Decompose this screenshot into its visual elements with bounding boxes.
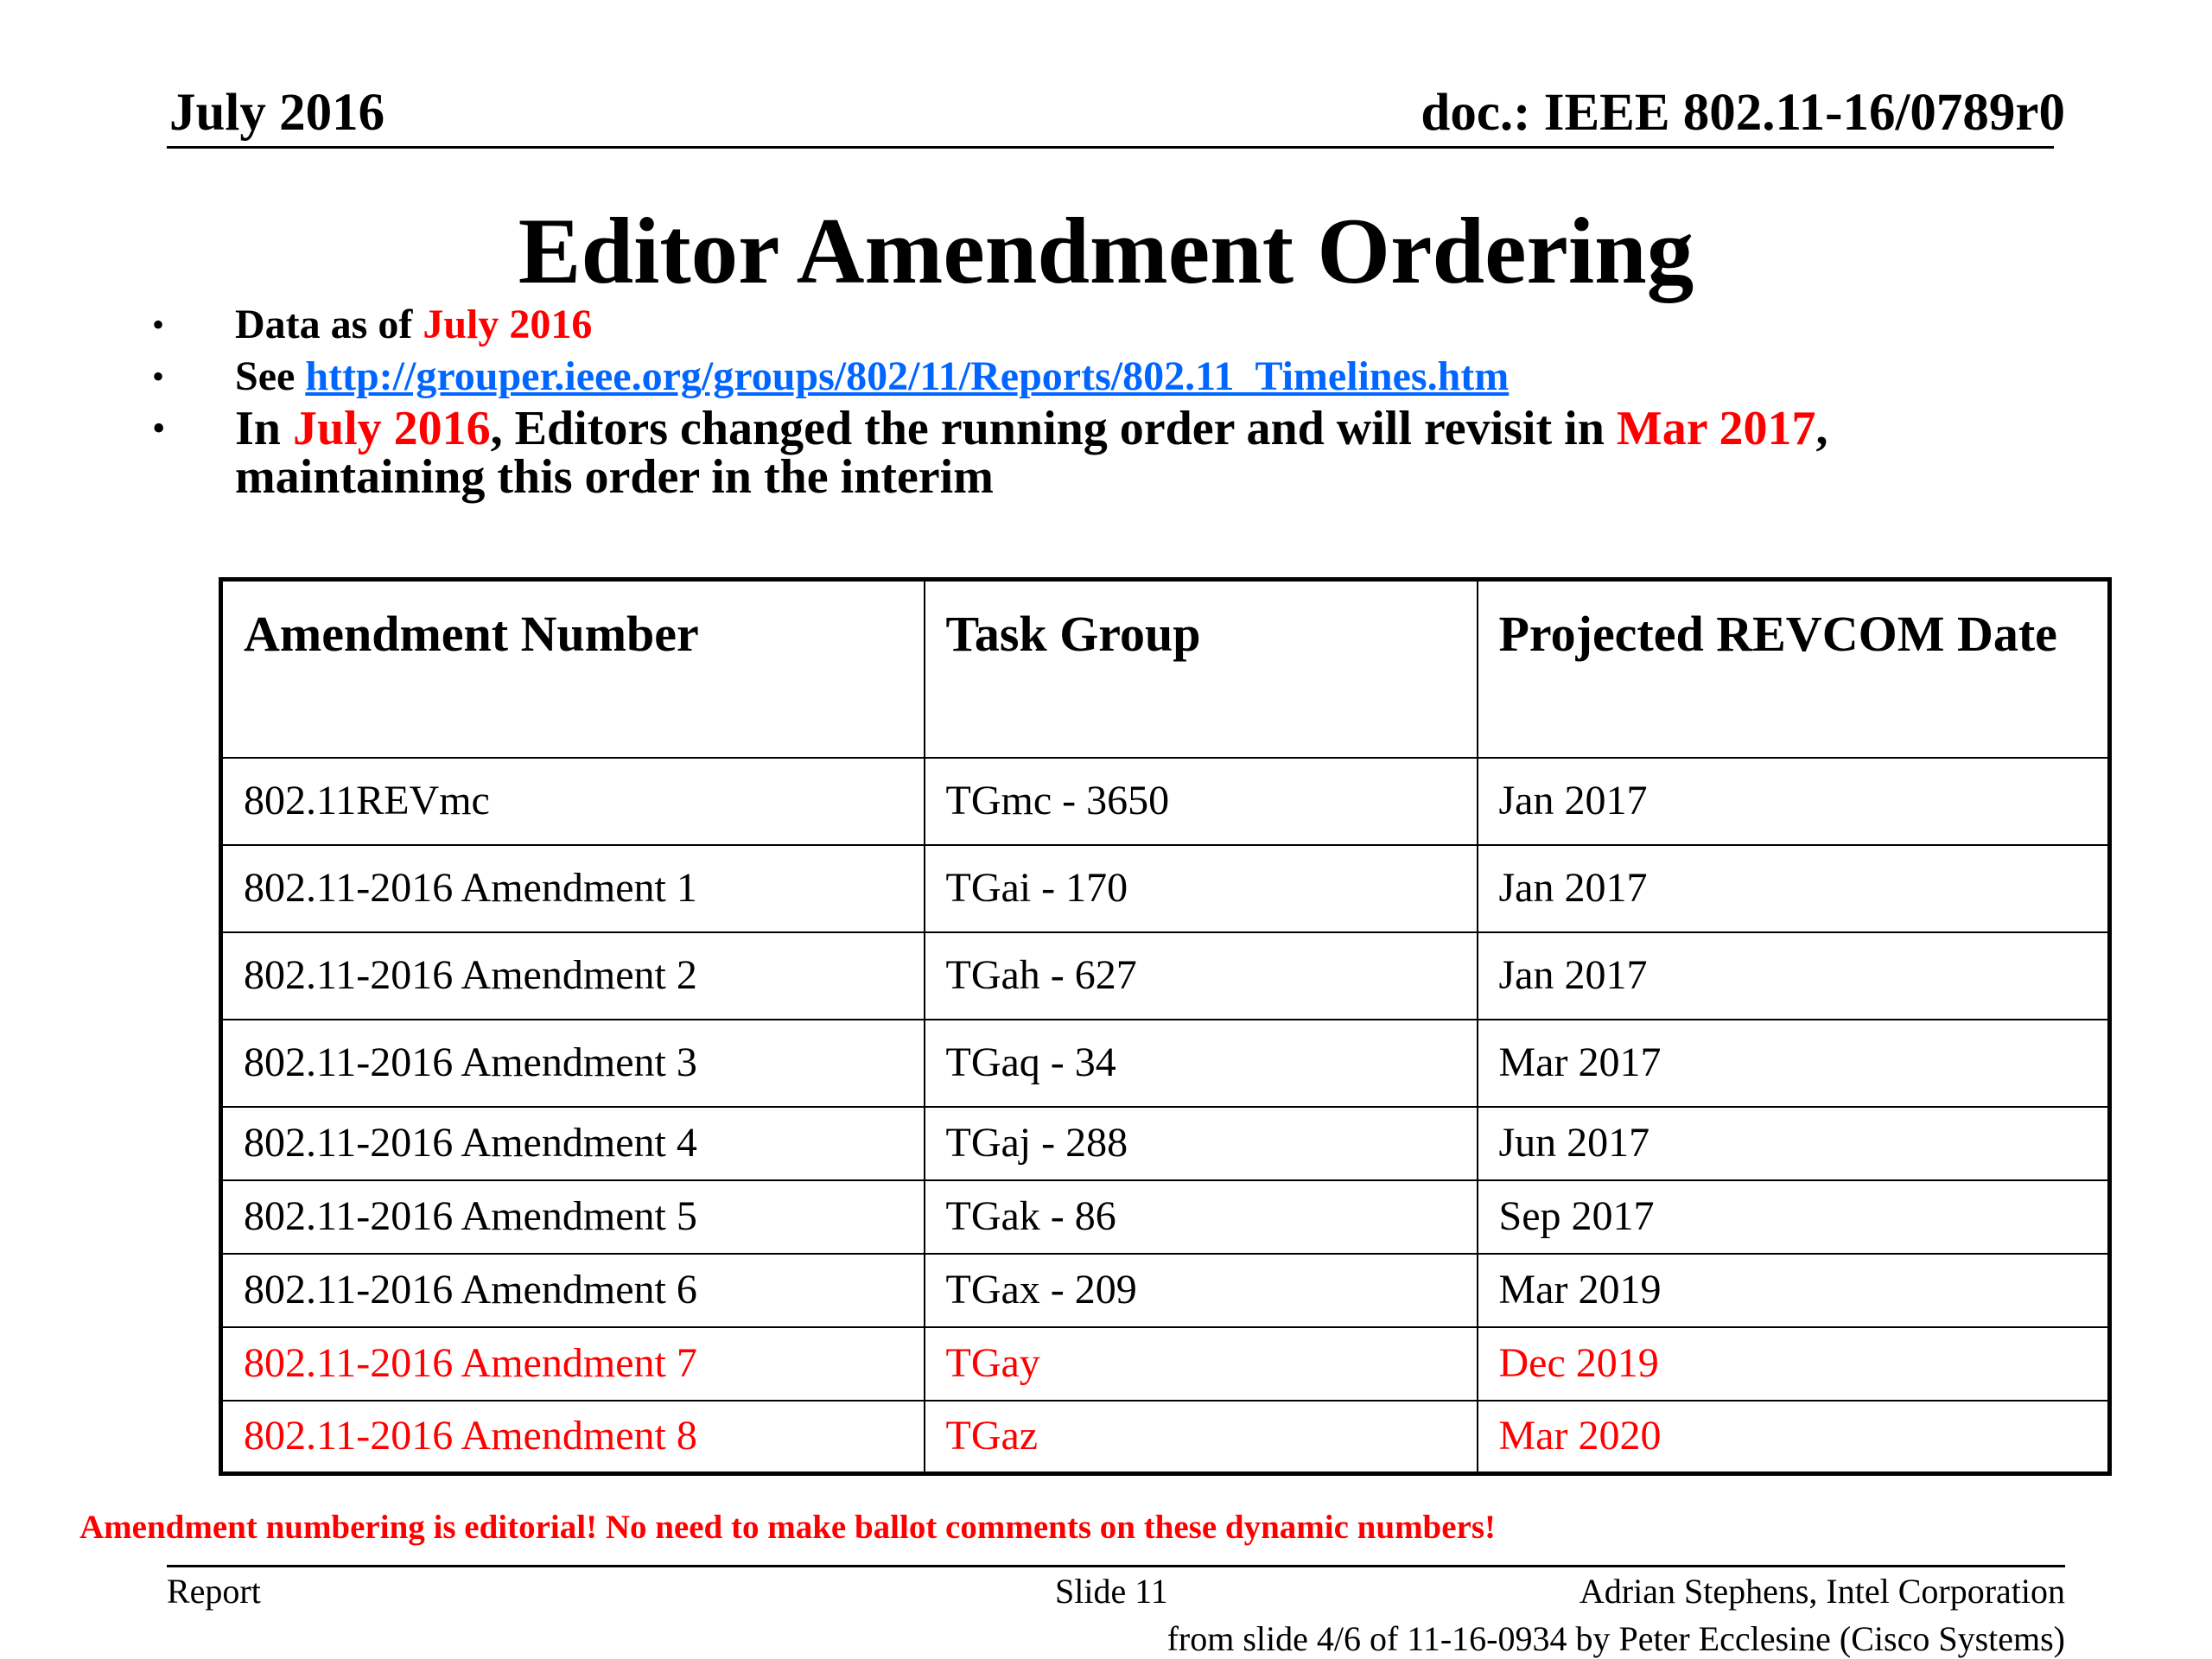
cell-task-group: TGah - 627 [925, 932, 1478, 1020]
cell-amendment: 802.11-2016 Amendment 5 [221, 1180, 925, 1254]
amendment-table [219, 577, 2112, 1476]
bullet-dot-icon: • [152, 305, 165, 344]
cell-revcom-date: Jan 2017 [1478, 758, 2110, 845]
header-doc-id: doc.: IEEE 802.11-16/0789r0 [1421, 84, 2065, 142]
cell-amendment: 802.11-2016 Amendment 7 [221, 1327, 925, 1401]
header-date: July 2016 [169, 84, 385, 142]
editorial-warning: Amendment numbering is editorial! No need to make ballot comments on these dynamic numbers! [79, 1509, 1497, 1546]
table-row-highlighted [221, 1401, 2110, 1474]
footer-slide-number: Slide 11 [1055, 1572, 1168, 1611]
table-row [221, 1254, 2110, 1327]
bullet-running-order [152, 402, 2088, 504]
cell-amendment: 802.11REVmc [221, 758, 925, 845]
footer-author: Adrian Stephens, Intel Corporation [1579, 1572, 2065, 1611]
cell-task-group: TGax - 209 [925, 1254, 1478, 1327]
table-row [221, 1107, 2110, 1180]
column-header-revcom-date: Projected REVCOM Date [1478, 580, 2110, 758]
table-row [221, 1180, 2110, 1254]
table-row-highlighted [221, 1327, 2110, 1401]
bullet-data-date: July 2016 [423, 302, 593, 347]
cell-revcom-date: Mar 2019 [1478, 1254, 2110, 1327]
footer-report: Report [167, 1572, 261, 1611]
cell-revcom-date: Jun 2017 [1478, 1107, 2110, 1180]
cell-revcom-date: Mar 2017 [1478, 1020, 2110, 1107]
cell-task-group: TGaq - 34 [925, 1020, 1478, 1107]
table-row [221, 758, 2110, 845]
cell-amendment: 802.11-2016 Amendment 4 [221, 1107, 925, 1180]
cell-amendment: 802.11-2016 Amendment 8 [221, 1401, 925, 1474]
cell-task-group: TGaj - 288 [925, 1107, 1478, 1180]
cell-revcom-date: Sep 2017 [1478, 1180, 2110, 1254]
cell-task-group: TGaz [925, 1401, 1478, 1474]
cell-amendment: 802.11-2016 Amendment 6 [221, 1254, 925, 1327]
cell-task-group: TGak - 86 [925, 1180, 1478, 1254]
column-header-task-group: Task Group [925, 580, 1478, 758]
bullet-data-prefix: Data as of [235, 302, 423, 347]
bullet-data-as-of [152, 299, 2088, 351]
cell-revcom-date: Mar 2020 [1478, 1401, 2110, 1474]
table-row [221, 932, 2110, 1020]
bullet-dot-icon: • [152, 407, 166, 449]
cell-task-group: TGay [925, 1327, 1478, 1401]
footer-divider [167, 1565, 2065, 1567]
footer-source-note: from slide 4/6 of 11-16-0934 by Peter Ecclesine (Cisco Systems) [1166, 1619, 2065, 1658]
table-row [221, 845, 2110, 932]
bullet-see-link [152, 351, 2088, 403]
bullet-dot-icon: • [152, 357, 165, 396]
cell-amendment: 802.11-2016 Amendment 1 [221, 845, 925, 932]
cell-amendment: 802.11-2016 Amendment 3 [221, 1020, 925, 1107]
table-row [221, 1020, 2110, 1107]
header-divider [167, 146, 2054, 149]
bullet-order-date1: July 2016 [292, 402, 491, 455]
bullet-order-middle: , Editors changed the running order and will revisit in [490, 402, 1617, 455]
cell-revcom-date: Jan 2017 [1478, 932, 2110, 1020]
column-header-amendment: Amendment Number [221, 580, 925, 758]
bullet-order-date2: Mar 2017 [1616, 402, 1816, 455]
timelines-link[interactable]: http://grouper.ieee.org/groups/802/11/Reports/802.11_Timelines.htm [305, 353, 1510, 399]
slide-title: Editor Amendment Ordering [518, 199, 1694, 303]
table-header-row [221, 580, 2110, 758]
bullet-order-prefix: In [235, 402, 293, 455]
cell-task-group: TGai - 170 [925, 845, 1478, 932]
cell-task-group: TGmc - 3650 [925, 758, 1478, 845]
cell-revcom-date: Dec 2019 [1478, 1327, 2110, 1401]
bullet-order-suffix: , maintaining this order in the interim [235, 402, 1828, 504]
cell-revcom-date: Jan 2017 [1478, 845, 2110, 932]
bullet-see-prefix: See [235, 353, 306, 399]
bullet-list [152, 299, 2088, 504]
cell-amendment: 802.11-2016 Amendment 2 [221, 932, 925, 1020]
